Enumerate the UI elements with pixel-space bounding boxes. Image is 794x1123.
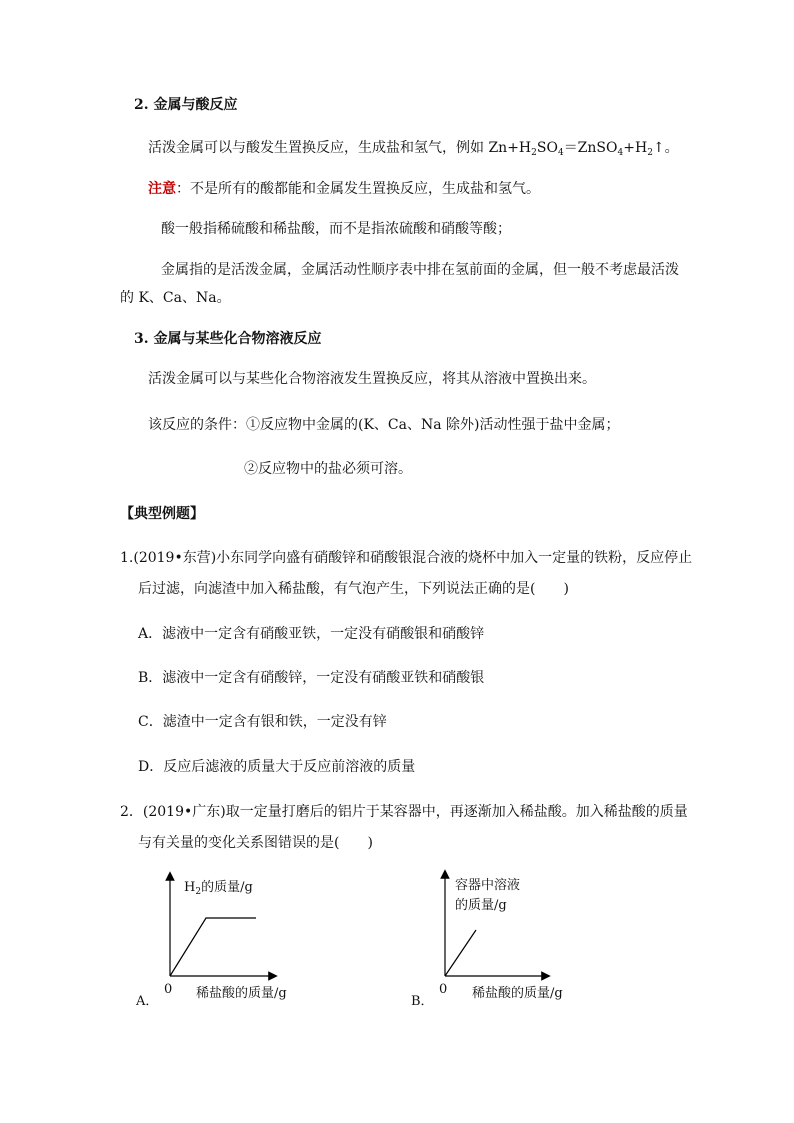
graph-b-origin: 0 [439, 982, 448, 997]
equation-part: Zn+H [488, 140, 532, 156]
graph-b-y-label-line2: 的质量/g [455, 898, 507, 913]
section-3-condition-2: ②反应物中的盐必须可溶。 [244, 461, 412, 477]
question-2-line2: 与有关量的变化关系图错误的是( ) [138, 835, 373, 851]
question-1-option-b: B．滤液中一定含有硝酸锌，一定没有硝酸亚铁和硝酸银 [138, 670, 485, 686]
subscript: 4 [557, 148, 564, 158]
section-2-body-prefix: 活泼金属可以与酸发生置换反应，生成盐和氢气，例如 [148, 140, 489, 156]
section-3-condition-1: 该反应的条件：①反应物中金属的(K、Ca、Na 除外)活动性强于盐中金属； [148, 417, 620, 433]
graph-b-y-label-line1: 容器中溶液 [455, 878, 521, 893]
section-3-body: 活泼金属可以与某些化合物溶液发生置换反应，将其从溶液中置换出来。 [148, 371, 596, 387]
graph-b-x-label: 稀盐酸的质量/g [472, 986, 563, 1001]
note-text: ：不是所有的酸都能和金属发生置换反应，生成盐和氢气。 [176, 181, 540, 197]
question-1-line1: 1.(2019•东营)小东同学向盛有硝酸锌和硝酸银混合液的烧杯中加入一定量的铁粉，反应停止 [120, 550, 693, 566]
question-2-line1: 2．(2019•广东)取一定量打磨后的铝片于某容器中，再逐渐加入稀盐酸。加入稀盐酸的质量 [120, 804, 688, 820]
acid-definition: 酸一般指稀硫酸和稀盐酸，而不是指浓硫酸和硝酸等酸； [161, 221, 511, 237]
note-label: 注意 [148, 181, 176, 197]
question-1-line2: 后过滤，向滤渣中加入稀盐酸，有气泡产生，下列说法正确的是( ) [138, 581, 569, 597]
graph-a-curve [170, 918, 256, 976]
metal-definition-line1: 金属指的是活泼金属，金属活动性顺序表中排在氢前面的金属，但一般不考虑最活泼 [161, 262, 679, 278]
equation-part: ↑。 [652, 140, 679, 156]
graph-b-option: B． [411, 994, 434, 1009]
subscript: 2 [531, 148, 537, 158]
graph-b-curve [445, 930, 476, 976]
graph-a-origin: 0 [164, 982, 173, 997]
graph-a-y-label: $H_2$的质量/g [184, 880, 253, 897]
equation-part: SO [536, 140, 558, 156]
subscript: 2 [647, 148, 653, 158]
question-1-option-c: C．滤渣中一定含有银和铁，一定没有锌 [138, 714, 387, 730]
graph-a-option: A． [136, 994, 159, 1009]
equation-part: +H [623, 140, 648, 156]
subscript: 4 [617, 148, 624, 158]
examples-heading: 【典型例题】 [120, 506, 204, 522]
equation-part: ＝ZnSO [563, 140, 618, 156]
question-1-option-a: A．滤液中一定含有硝酸亚铁，一定没有硝酸银和硝酸锌 [138, 626, 485, 642]
graph-a-x-label: 稀盐酸的质量/g [196, 986, 287, 1001]
section-2-body [148, 139, 679, 157]
section-2-heading: 2. 金属与酸反应 [134, 97, 238, 113]
question-1-option-d: D．反应后滤液的质量大于反应前溶液的质量 [138, 759, 416, 775]
note-line [148, 180, 540, 198]
section-3-heading: 3. 金属与某些化合物溶液反应 [134, 331, 322, 347]
metal-definition-line2: 的 K、Ca、Na。 [120, 290, 231, 306]
